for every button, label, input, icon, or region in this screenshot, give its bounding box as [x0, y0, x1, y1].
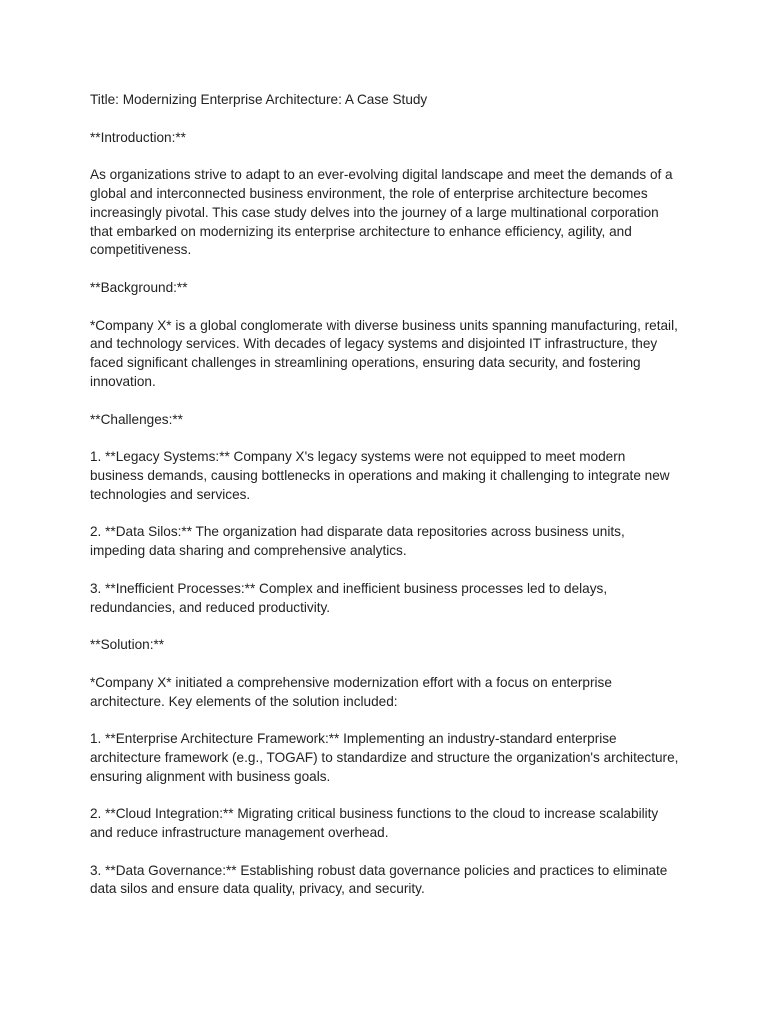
- introduction-paragraph: As organizations strive to adapt to an ever-evolving digital landscape and meet the demands of a global and interconnected business environment, the role of enterprise architecture becomes increasingly pivotal. This case study delves into the journey of a large multinational corporation that embarked on modernizing its enterprise architecture to enhance efficiency, agility, and competitiveness.: [90, 167, 673, 258]
- solution-paragraph: *Company X* initiated a comprehensive modernization effort with a focus on enterprise architecture. Key elements of the solution included:: [90, 674, 612, 709]
- challenge-item: 3. **Inefficient Processes:** Complex and inefficient business processes led to delays, redundancies, and reduced productivity.: [90, 580, 608, 615]
- solution-heading: **Solution:**: [90, 637, 165, 653]
- challenge-item: 1. **Legacy Systems:** Company X's legacy systems were not equipped to meet modern business demands, causing bottlenecks in operations and making it challenging to integrate new technologies and services.: [90, 449, 670, 502]
- document-page: [90, 91, 682, 918]
- background-paragraph: *Company X* is a global conglomerate with diverse business units spanning manufacturing, retail, and technology services. With decades of legacy systems and disjointed IT infrastructure, they faced significant challenges in streamlining operations, ensuring data security, and fostering innovation.: [90, 317, 678, 389]
- introduction-heading: **Introduction:**: [90, 129, 186, 145]
- solution-item: 1. **Enterprise Architecture Framework:** Implementing an industry-standard enterprise architecture framework (e.g., TOGAF) to standardize and structure the organization's architecture, ensuring alignment with business goals.: [90, 731, 679, 784]
- solution-item: 3. **Data Governance:** Establishing robust data governance policies and practices to eliminate data silos and ensure data quality, privacy, and security.: [90, 862, 668, 897]
- background-heading: **Background:**: [90, 279, 188, 295]
- solution-item: 2. **Cloud Integration:** Migrating critical business functions to the cloud to increase scalability and reduce infrastructure management overhead.: [90, 806, 659, 841]
- challenges-heading: **Challenges:**: [90, 411, 183, 427]
- challenge-item: 2. **Data Silos:** The organization had disparate data repositories across business units, impeding data sharing and comprehensive analytics.: [90, 524, 625, 559]
- document-title: Title: Modernizing Enterprise Architecture: A Case Study: [90, 92, 428, 107]
